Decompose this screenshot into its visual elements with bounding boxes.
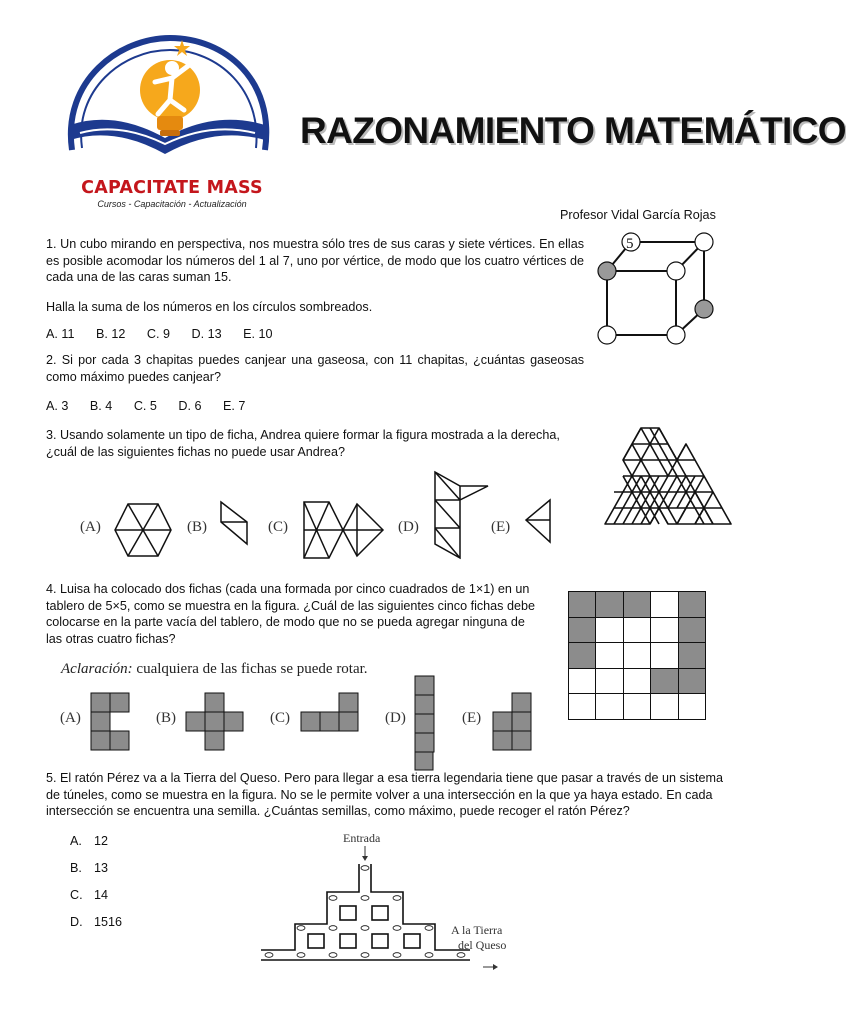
note-text: cualquiera de las fichas se puede rotar. [132, 661, 368, 677]
option-row: C. 14 [70, 888, 109, 902]
board-cell-empty [651, 643, 677, 668]
board-cell-empty [651, 592, 677, 617]
logo [60, 30, 275, 215]
board-cell-filled [679, 618, 705, 643]
q4-option-d-label: (D) [385, 710, 406, 726]
board-cell-empty [596, 669, 622, 694]
option-row: D. 1516 [70, 915, 123, 929]
logo-name: CAPACITATE MASS [81, 178, 263, 198]
question-1-text: 1. Un cubo mirando en perspectiva, nos muestra sólo tres de sus caras y siete vértices. En ellas es posible acomodar los números del 1 al 7, uno por vértice, de modo que los cuatro vértices de cada una de las caras suman 15. [46, 237, 584, 284]
board-cell-filled [679, 592, 705, 617]
q4-piece-b [185, 692, 245, 752]
cube-figure [592, 232, 722, 347]
board-cell-empty [679, 694, 705, 719]
option: C. 5 [133, 399, 157, 413]
board-cell-filled [679, 669, 705, 694]
question-2-options [46, 398, 263, 415]
question-5-options [70, 833, 122, 941]
option: D. 6 [178, 399, 202, 413]
board-cell-filled [679, 643, 705, 668]
option: B. 4 [89, 399, 113, 413]
board-cell-filled [569, 592, 595, 617]
board-cell-empty [651, 694, 677, 719]
board-cell-filled [651, 669, 677, 694]
q3-tile-d [430, 470, 492, 562]
cube-vertex [598, 326, 616, 344]
option: B. 12 [95, 327, 126, 341]
board-cell-empty [624, 643, 650, 668]
exit-label-line2: del Queso [458, 938, 507, 952]
q4-option-e-label: (E) [462, 710, 482, 726]
cube-vertex-shaded [695, 300, 713, 318]
q3-option-a-label: (A) [80, 519, 101, 535]
option: C. 9 [146, 327, 170, 341]
option: E. 10 [243, 327, 273, 341]
question-1-ask: Halla la suma de los números en los círculos sombreados. [46, 300, 373, 314]
q3-tile-b [218, 500, 250, 546]
board-5x5 [568, 591, 706, 720]
board-cell-filled [569, 618, 595, 643]
q4-piece-e [492, 692, 534, 752]
q4-piece-d [414, 675, 436, 771]
q3-tile-c [301, 500, 387, 560]
option-row: B. 13 [70, 861, 109, 875]
question-4-text: 4. Luisa ha colocado dos fichas (cada una formada por cinco cuadrados de 1×1) en un tablero de 5×5, como se muestra en la figura. ¿Cuál de las siguientes cinco fichas debe colocarse en la parte vacía del tablero, de modo que no se pueda agregar ninguna de las otras cuatro fichas? [46, 582, 535, 646]
q4-piece-c [300, 692, 360, 732]
question-4-note [61, 661, 368, 678]
board-cell-empty [596, 618, 622, 643]
logo-tagline: Cursos - Capacitación - Actualización [97, 199, 247, 209]
board-cell-empty [651, 618, 677, 643]
option-row: A. 12 [70, 834, 109, 848]
q3-tile-e [523, 498, 553, 546]
board-cell-empty [624, 694, 650, 719]
q3-option-d-label: (D) [398, 519, 419, 535]
board-cell-empty [569, 694, 595, 719]
board-cell-filled [569, 643, 595, 668]
question-2-text: 2. Si por cada 3 chapitas puedes canjear una gaseosa, con 11 chapitas, ¿cuántas gaseosas como máximo puedes canjear? [46, 353, 584, 384]
q3-tile-a [113, 500, 173, 560]
board-cell-empty [624, 669, 650, 694]
board-cell-filled [596, 592, 622, 617]
board-cell-empty [624, 618, 650, 643]
board-cell-empty [596, 694, 622, 719]
cube-label-5: 5 [626, 236, 634, 252]
cube-vertex [667, 262, 685, 280]
entrada-label: Entrada [343, 831, 381, 845]
option: E. 7 [223, 399, 246, 413]
q4-option-b-label: (B) [156, 710, 176, 726]
board-cell-empty [596, 643, 622, 668]
author: Profesor Vidal García Rojas [560, 208, 716, 222]
cube-vertex [667, 326, 685, 344]
page-title: RAZONAMIENTO MATEMÁTICO [300, 110, 846, 151]
cube-vertex [695, 233, 713, 251]
q3-option-c-label: (C) [268, 519, 288, 535]
question-5-text: 5. El ratón Pérez va a la Tierra del Queso. Pero para llegar a esa tierra legendaria tiene que pasar a través de un sistema de túneles, como se muestra en la figura. No se le permite volver a una intersección en la que ya haya estado. En cada intersección se encuentra una semilla. ¿Cuántas semillas, como máximo, puede recoger el ratón Pérez? [46, 771, 723, 818]
board-cell-empty [569, 669, 595, 694]
cube-vertex-shaded [598, 262, 616, 280]
note-label: Aclaración: [61, 661, 133, 677]
question-3-text: 3. Usando solamente un tipo de ficha, Andrea quiere formar la figura mostrada a la derecha, ¿cuál de las siguientes fichas no puede usar Andrea? [46, 428, 560, 459]
tunnel-diagram [255, 828, 545, 974]
q3-option-b-label: (B) [187, 519, 207, 535]
question-1-options [46, 326, 291, 343]
logo-emblem [60, 30, 275, 180]
option: A. 11 [46, 327, 75, 341]
q4-option-c-label: (C) [270, 710, 290, 726]
q3-option-e-label: (E) [491, 519, 511, 535]
exit-label-line1: A la Tierra [451, 923, 503, 937]
q4-piece-a [90, 692, 130, 752]
board-cell-filled [624, 592, 650, 617]
triangle-figure [600, 424, 750, 534]
option: A. 3 [46, 399, 69, 413]
q4-option-a-label: (A) [60, 710, 81, 726]
option: D. 13 [191, 327, 222, 341]
